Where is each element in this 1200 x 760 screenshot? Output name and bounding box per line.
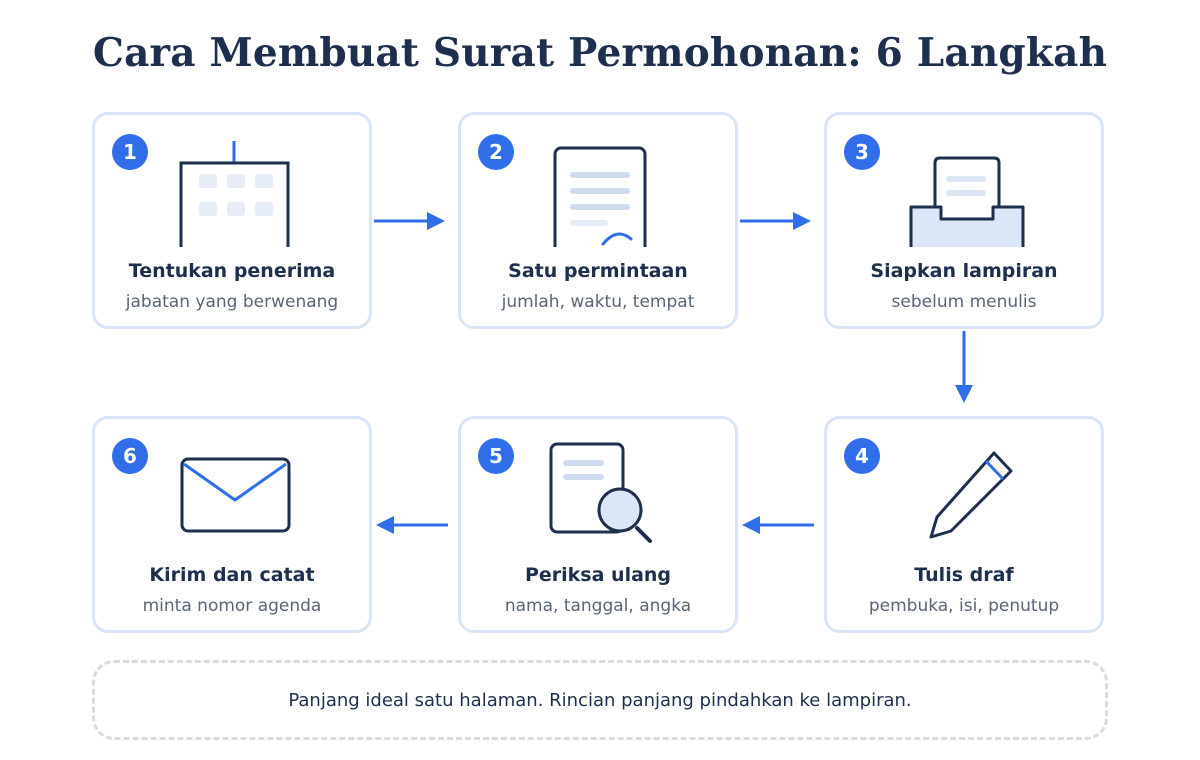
step-subtitle: minta nomor agenda (142, 596, 322, 616)
arrow-left-icon (742, 516, 814, 534)
step-subtitle: jumlah, waktu, tempat (501, 292, 695, 312)
step-title: Tulis draf (914, 564, 1014, 586)
step-subtitle: nama, tanggal, angka (504, 596, 692, 616)
step-number-badge: 4 (844, 438, 880, 474)
step-title: Satu permintaan (508, 260, 688, 282)
step-subtitle: sebelum menulis (891, 292, 1037, 312)
footer-note (92, 660, 1108, 740)
step-subtitle: jabatan yang berwenang (125, 292, 339, 312)
step-number-badge: 6 (112, 438, 148, 474)
step-title: Tentukan penerima (128, 260, 336, 282)
step-number-badge: 5 (478, 438, 514, 474)
arrow-right-icon (374, 212, 445, 230)
step-number-badge: 1 (112, 134, 148, 170)
step-title: Periksa ulang (524, 564, 672, 586)
step-number-badge: 2 (478, 134, 514, 170)
page-title: Cara Membuat Surat Permohonan: 6 Langkah (92, 30, 1108, 76)
step-title: Kirim dan catat (149, 564, 315, 586)
footer-note-text: Panjang ideal satu halaman. Rincian panjang pindahkan ke lampiran. (288, 689, 912, 711)
arrow-left-icon (376, 516, 448, 534)
arrow-down-icon (955, 331, 973, 403)
step-number-badge: 3 (844, 134, 880, 170)
arrow-right-icon (740, 212, 811, 230)
step-subtitle: pembuka, isi, penutup (868, 596, 1060, 616)
step-title: Siapkan lampiran (870, 260, 1058, 282)
